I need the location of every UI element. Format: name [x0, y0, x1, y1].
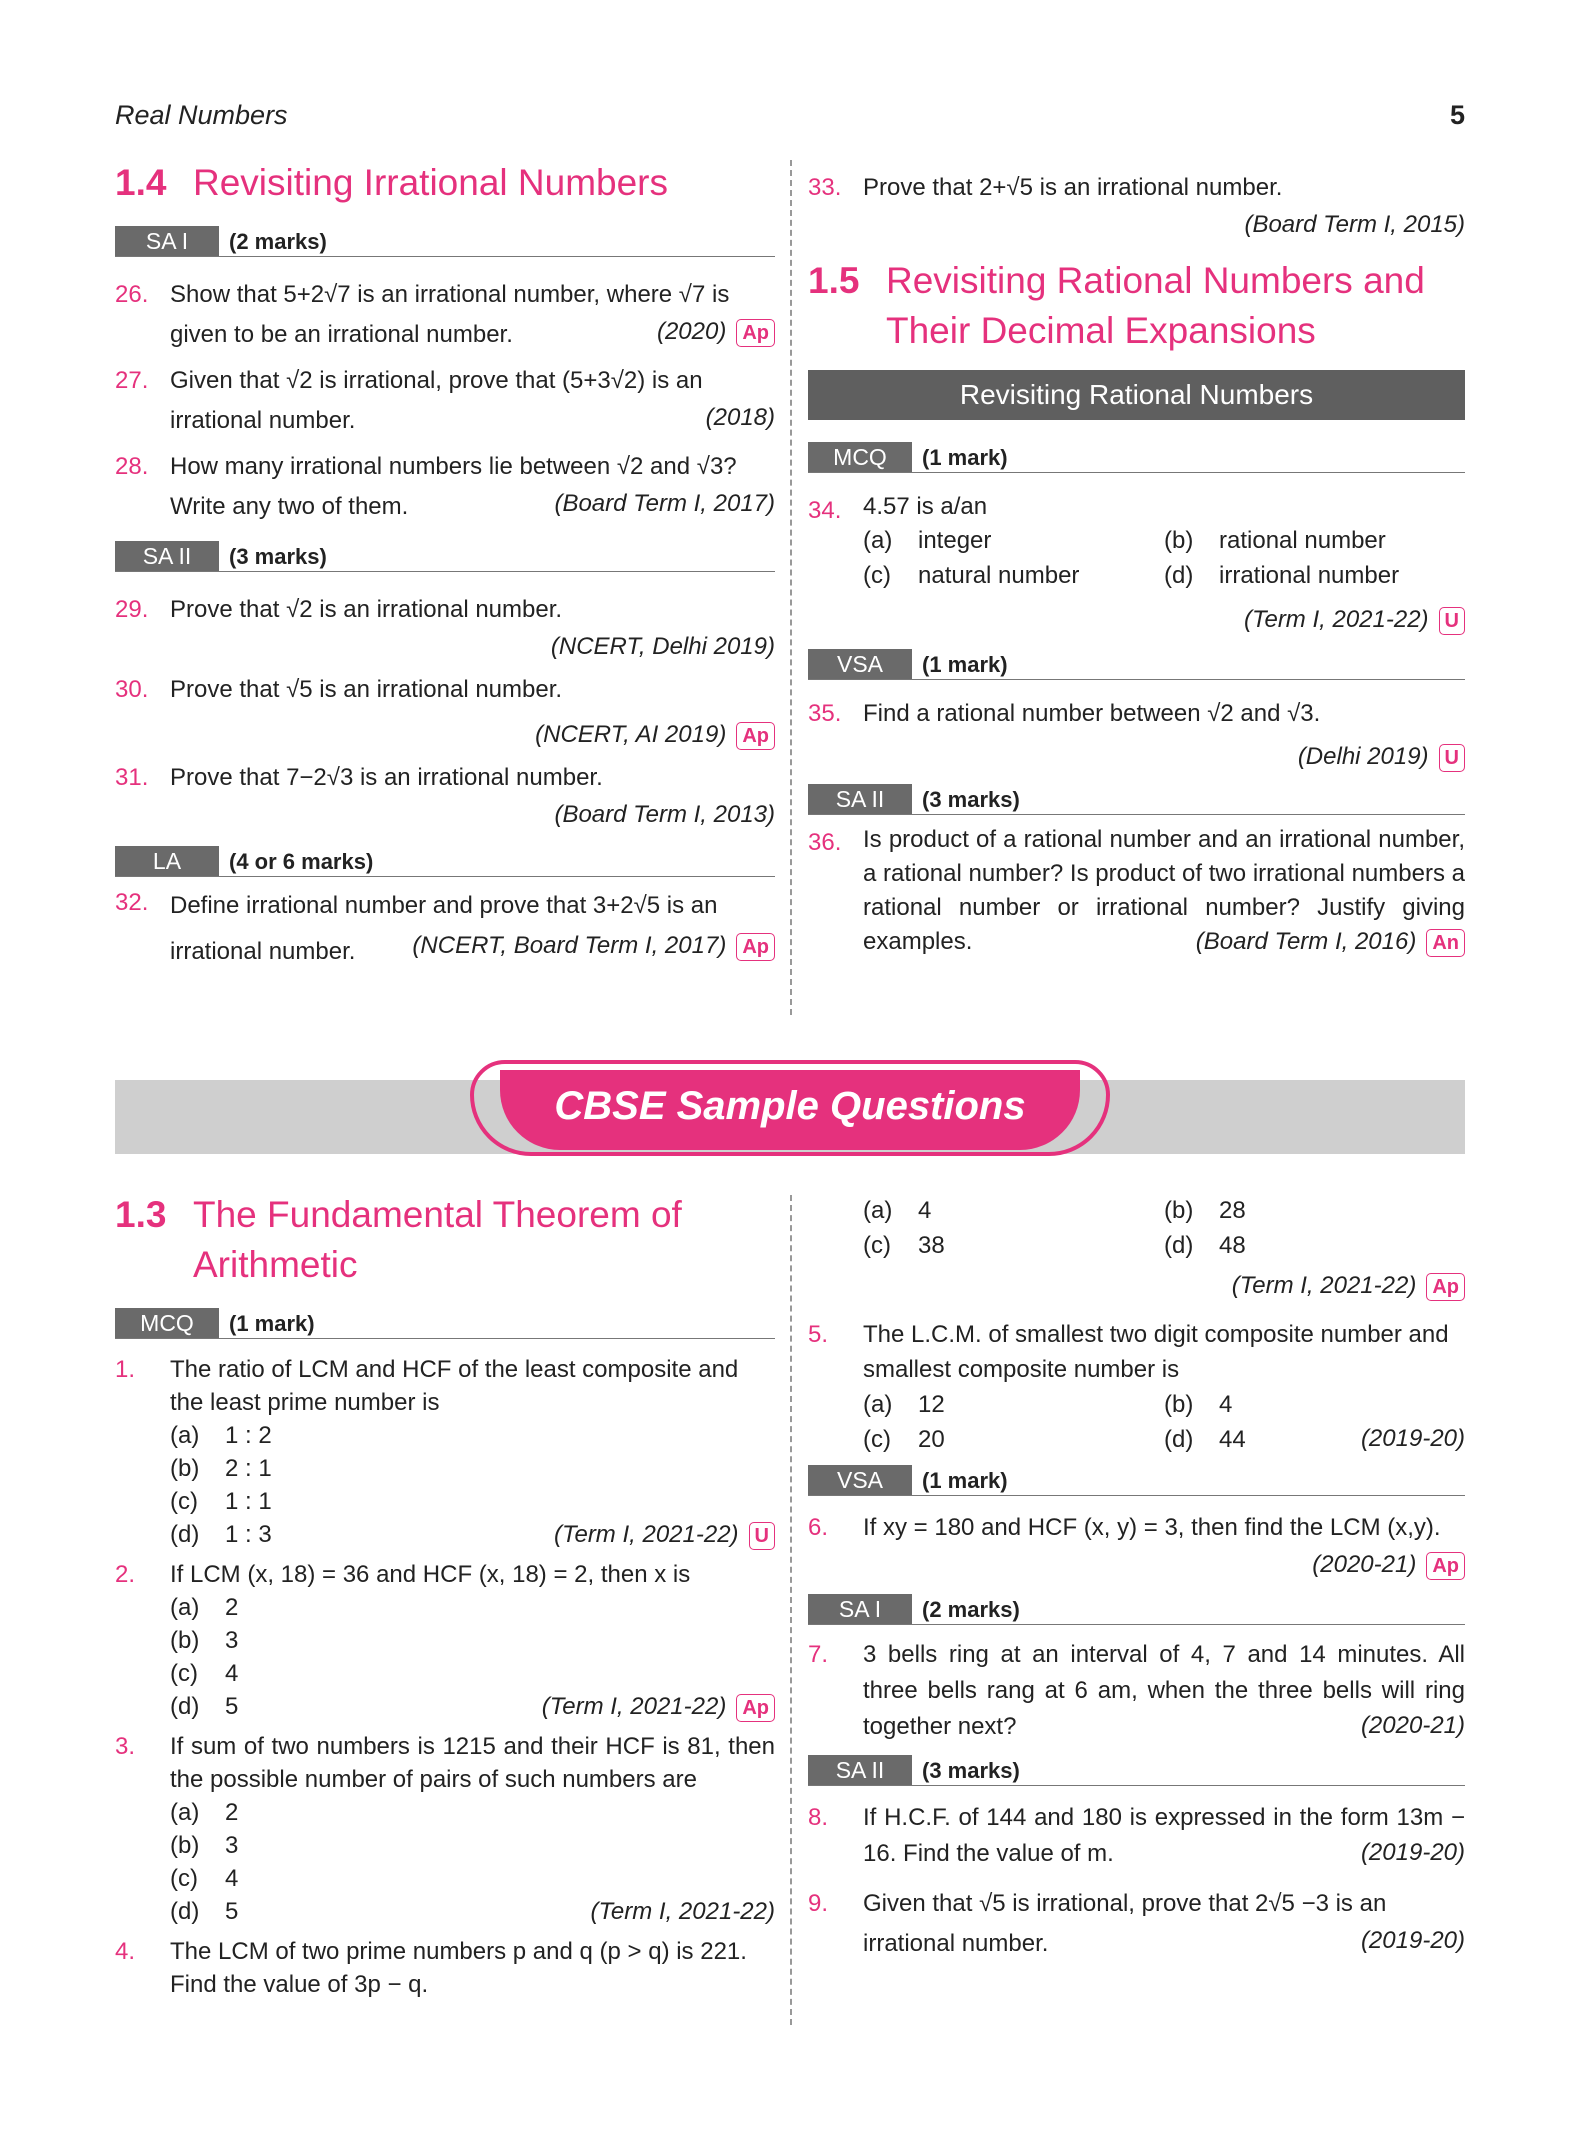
understanding-badge: U: [1439, 744, 1465, 772]
question-32: 32. Define irrational number and prove that 3+2√5 is an irrational number. (NCERT, Board Term I, 2017) Ap: [115, 883, 775, 975]
band-sa1: SA I (2 marks): [115, 226, 775, 257]
top-right-column: [808, 168, 1465, 959]
bottom-right-column: (a) 4 (b) 28 (c) 38 (d) 48 (Term I, 2021-22) Ap 5. The L.C.M. of smallest two digit composite number and smallest composite number is (a) 12 (b) 4 (c) 20 (d) 44 (2019-20) VSA (1 mark) 6. If xy = 180 and HCF (x, y) = 3, then find the LCM (x,y). (2020-21) Ap SA I (2 marks) 7. 3 bells ring at an interval of 4, 7 and 14 minutes. All three bells rang at 6 am, when the three bells will ring together next? (2020-21) SA II (3 marks) 8. If H.C.F. of 144 and 180 is expressed in the form 13m − 16. Find the value of m. (2019-20) 9. Given that √5 is irrational, prove that 2√5 −3 is an irrational number. (2019-20): [808, 1193, 1465, 1964]
question-35: 35. Find a rational number between √2 and √3. (Delhi 2019) U: [808, 694, 1465, 774]
running-header: Real Numbers: [115, 100, 288, 130]
question-7: 7. 3 bells ring at an interval of 4, 7 and 14 minutes. All three bells rang at 6 am, when the three bells will ring together next? (2020-21): [808, 1641, 1465, 1740]
band-mcq: MCQ (1 mark): [808, 442, 1465, 473]
section-heading-1-5: 1.5 Revisiting Rational Numbers and Their Decimal Expansions: [808, 260, 1425, 351]
question-27: 27. Given that √2 is irrational, prove that (5+3√2) is an irrational number. (2018): [115, 367, 775, 434]
question-4: 4. The LCM of two prime numbers p and q (p > q) is 221. Find the value of 3p − q.: [115, 1938, 747, 1998]
applying-badge: Ap: [736, 722, 775, 750]
column-divider-bottom: [790, 1195, 792, 2025]
options-1: (a) 1 : 2 (b) 2 : 1 (c) 1 : 1 (d) 1 : 3 (Term I, 2021-22) U: [170, 1419, 775, 1552]
question-5: 5. The L.C.M. of smallest two digit composite number and smallest composite number is (a) 12 (b) 4 (c) 20 (d) 44 (2019-20): [808, 1317, 1465, 1457]
bottom-left-column: [115, 1190, 775, 2001]
column-divider-top: [790, 160, 792, 1015]
question-34: 34. 4.57 is a/an (a) integer (b) rational number (c) natural number (d) irrational number (Term I, 2021-22) U: [808, 491, 1465, 637]
understanding-badge: U: [1439, 607, 1465, 635]
question-28: 28. How many irrational numbers lie between √2 and √3? Write any two of them. (Board Term I, 2017): [115, 453, 775, 520]
analysing-badge: An: [1426, 929, 1465, 957]
question-1: 1. The ratio of LCM and HCF of the least composite and the least prime number is (a) 1 : 2 (b) 2 : 1 (c) 1 : 1 (d) 1 : 3 (Term I, 2021-22) U: [115, 1353, 775, 1552]
applying-badge: Ap: [736, 319, 775, 347]
question-30: 30. Prove that √5 is an irrational number. (NCERT, AI 2019) Ap: [115, 670, 775, 752]
applying-badge: Ap: [736, 1694, 775, 1722]
question-36: 36. Is product of a rational number and an irrational number, a rational number? Is product of two irrational numbers a rational number or irrational number? Justify giving examples. (Board Term I, 2016) An: [808, 826, 1465, 955]
question-31: 31. Prove that 7−2√3 is an irrational number. (Board Term I, 2013): [115, 764, 775, 828]
question-6: 6. If xy = 180 and HCF (x, y) = 3, then find the LCM (x,y). (2020-21) Ap: [808, 1508, 1465, 1582]
section-heading-1-4: 1.4 Revisiting Irrational Numbers: [115, 162, 669, 203]
question-3: 3. If sum of two numbers is 1215 and their HCF is 81, then the possible number of pairs of such numbers are (a) 2 (b) 3 (c) 4 (d) 5 (Term I, 2021-22): [115, 1730, 775, 1929]
subsection-bar: Revisiting Rational Numbers: [808, 370, 1465, 420]
band-vsa: VSA (1 mark): [808, 649, 1465, 680]
understanding-badge: U: [749, 1522, 775, 1550]
band-mcq-cbse: MCQ (1 mark): [115, 1308, 775, 1339]
band-sa1-cbse: SA I (2 marks): [808, 1594, 1465, 1625]
band-sa2-right: SA II (3 marks): [808, 784, 1465, 815]
band-sa2: SA II (3 marks): [115, 541, 775, 572]
question-8: 8. If H.C.F. of 144 and 180 is expressed in the form 13m − 16. Find the value of m. (2019-20): [808, 1804, 1465, 1867]
band-vsa-cbse: VSA (1 mark): [808, 1465, 1465, 1496]
options-4: (a) 4 (b) 28 (c) 38 (d) 48: [863, 1197, 1246, 1259]
page-number: 5: [1449, 100, 1465, 130]
section-heading-1-3: 1.3 The Fundamental Theorem of Arithmetic: [115, 1194, 682, 1285]
question-2: 2. If LCM (x, 18) = 36 and HCF (x, 18) = 2, then x is (a) 2 (b) 3 (c) 4 (d) 5 (Term I, 2021-22) Ap: [115, 1558, 775, 1724]
options-2: (a) 2 (b) 3 (c) 4 (d) 5 (Term I, 2021-22) Ap: [170, 1591, 775, 1724]
options-3: (a) 2 (b) 3 (c) 4 (d) 5 (Term I, 2021-22): [170, 1799, 775, 1925]
applying-badge: Ap: [1426, 1273, 1465, 1301]
question-29: 29. Prove that √2 is an irrational number. (NCERT, Delhi 2019): [115, 596, 775, 660]
applying-badge: Ap: [736, 933, 775, 961]
top-left-column: [115, 158, 775, 975]
options-5: (a) 12 (b) 4 (c) 20 (d) 44 (2019-20): [863, 1391, 1465, 1453]
options-34: (a) integer (b) rational number (c) natural number (d) irrational number: [863, 527, 1400, 589]
band-sa2-cbse: SA II (3 marks): [808, 1755, 1465, 1786]
question-26: 26. Show that 5+2√7 is an irrational number, where √7 is given to be an irrational number. (2020) Ap: [115, 275, 775, 355]
cbse-banner-title: CBSE Sample Questions: [500, 1070, 1080, 1150]
band-la: LA (4 or 6 marks): [115, 846, 775, 877]
question-9: 9. Given that √5 is irrational, prove that 2√5 −3 is an irrational number. (2019-20): [808, 1890, 1465, 1957]
question-33: 33. Prove that 2+√5 is an irrational number. (Board Term I, 2015): [808, 174, 1465, 238]
applying-badge: Ap: [1426, 1552, 1465, 1580]
